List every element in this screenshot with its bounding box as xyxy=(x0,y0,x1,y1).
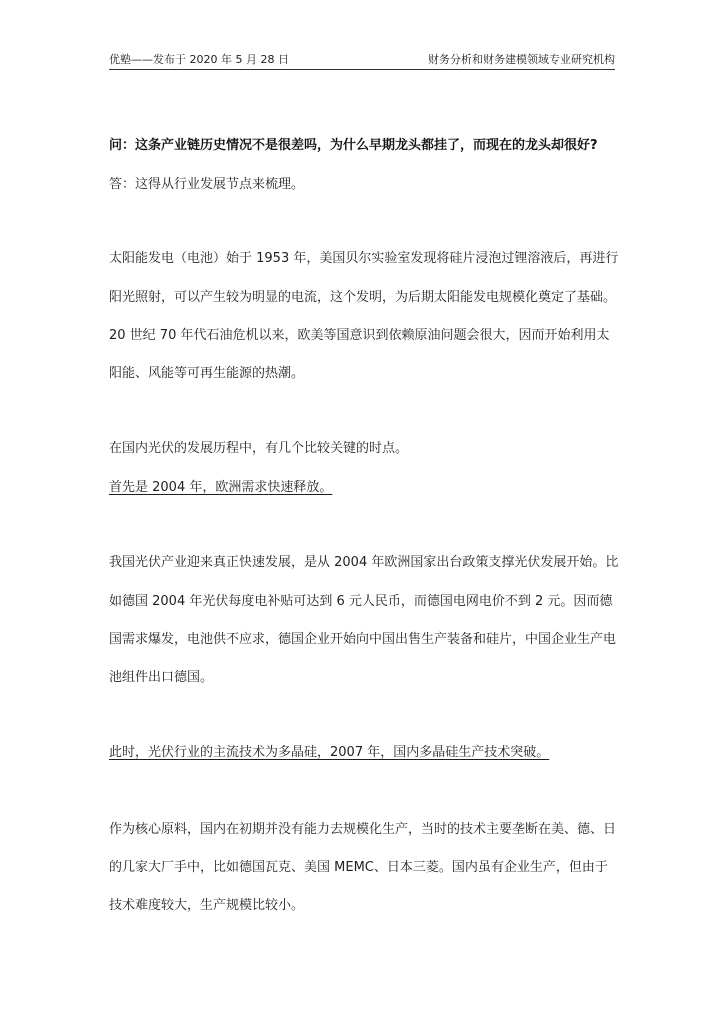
paragraph-2-line-2: 如德国 2004 年光伏每度电补贴可达到 6 元人民币，而德国电网电价不到 2 元。因而德 xyxy=(109,594,613,609)
milestone-2004: 首先是 2004 年，欧洲需求快速释放。 xyxy=(109,480,333,495)
answer-text: 答：这得从行业发展节点来梳理。 xyxy=(109,177,305,192)
paragraph-2-line-1: 我国光伏产业迎来真正快速发展，是从 2004 年欧洲国家出台政策支撑光伏发展开始。比 xyxy=(109,555,619,570)
intro-text: 在国内光伏的发展历程中，有几个比较关键的时点。 xyxy=(109,441,409,456)
milestone-2007: 此时，光伏行业的主流技术为多晶硅，2007 年，国内多晶硅生产技术突破。 xyxy=(109,745,550,760)
paragraph-3-line-3: 技术难度较大，生产规模比较小。 xyxy=(109,898,305,913)
paragraph-2-line-3: 国需求爆发，电池供不应求，德国企业开始向中国出售生产装备和硅片，中国企业生产电 xyxy=(109,632,617,647)
page-header xyxy=(109,52,615,70)
paragraph-3-line-2: 的几家大厂手中，比如德国瓦克、美国 MEMC、日本三菱。国内虽有企业生产，但由于 xyxy=(109,860,608,875)
paragraph-2-line-4: 池组件出口德国。 xyxy=(109,670,214,685)
question-heading: 问：这条产业链历史情况不是很差吗，为什么早期龙头都挂了，而现在的龙头却很好? xyxy=(109,138,598,153)
paragraph-1-line-2: 阳光照射，可以产生较为明显的电流，这个发明，为后期太阳能发电规模化奠定了基础。 xyxy=(109,290,617,305)
header-organization: 财务分析和财务建模领域专业研究机构 xyxy=(428,53,615,66)
paragraph-1-line-1: 太阳能发电（电池）始于 1953 年，美国贝尔实验室发现将硅片浸泡过锂溶液后，再进行 xyxy=(109,251,619,266)
paragraph-3-line-1: 作为核心原料，国内在初期并没有能力去规模化生产，当时的技术主要垄断在美、德、日 xyxy=(109,822,617,837)
paragraph-1-line-3: 20 世纪 70 年代石油危机以来，欧美等国意识到依赖原油问题会很大，因而开始利用太 xyxy=(109,328,610,343)
header-publish-info: 优塾——发布于 2020 年 5 月 28 日 xyxy=(109,53,289,66)
paragraph-1-line-4: 阳能、风能等可再生能源的热潮。 xyxy=(109,366,305,381)
